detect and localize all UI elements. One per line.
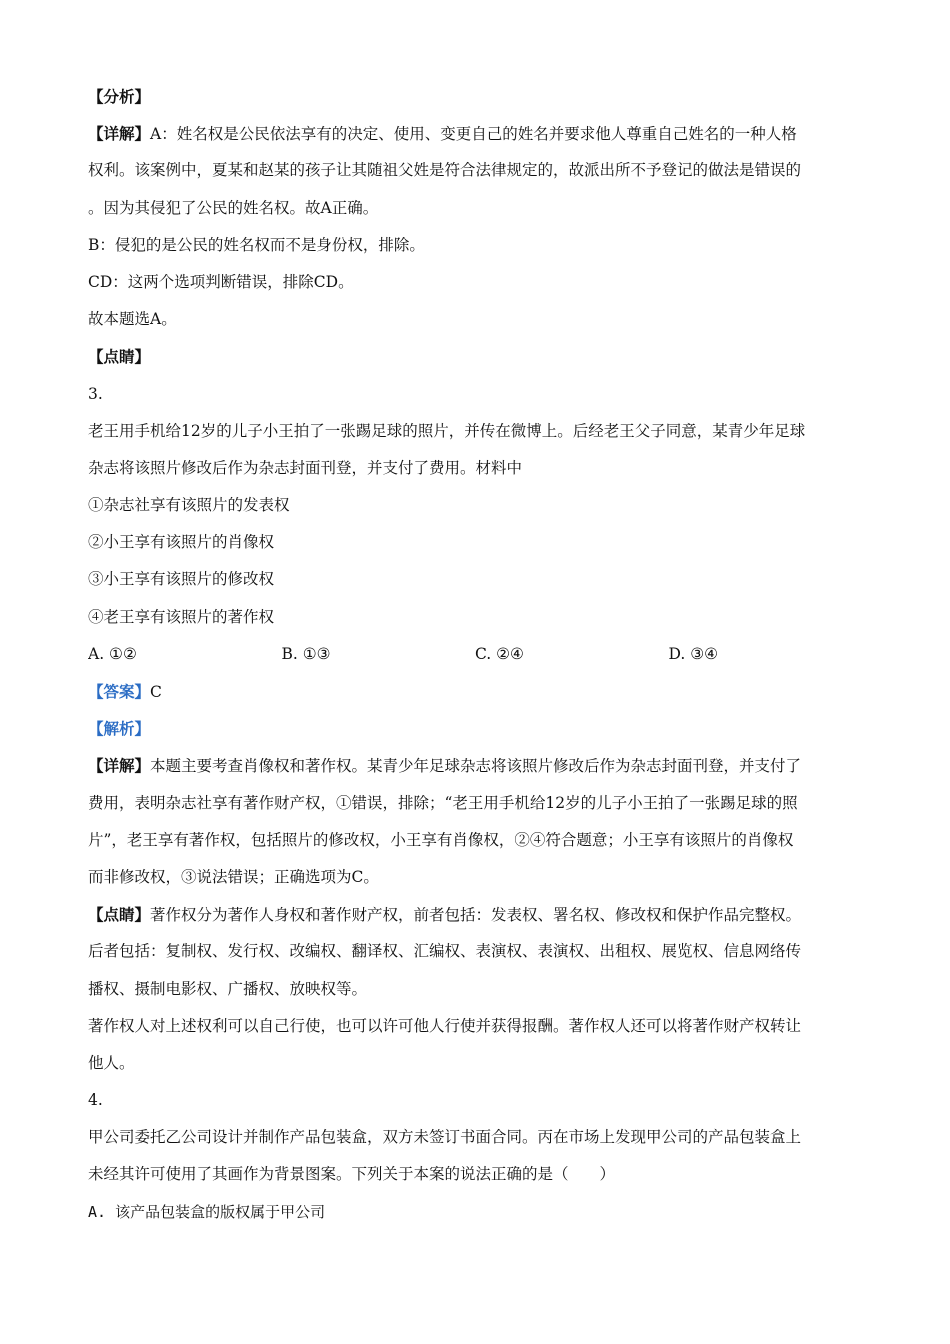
- detail-line: CD：这两个选项判断错误，排除CD。: [88, 272, 354, 291]
- comment-line: 【点睛】著作权分为著作人身权和著作财产权，前者包括：发表权、署名权、修改权和保护作品完整权。: [88, 905, 802, 925]
- comment-line: 后者包括：复制权、发行权、改编权、翻译权、汇编权、表演权、表演权、出租权、展览权、信息网络传: [88, 942, 802, 961]
- document-page: [88, 78, 862, 1231]
- explain-heading: 【解析】: [88, 719, 151, 739]
- statement-item: ①杂志社享有该照片的发表权: [88, 496, 290, 515]
- detail-line: 而非修改权，③说法错误；正确选项为C。: [88, 867, 379, 886]
- question-stem: 未经其许可使用了其画作为背景图案。下列关于本案的说法正确的是（ ）: [88, 1165, 616, 1184]
- answer-line: [88, 673, 862, 710]
- detail-line: 故本题选A。: [88, 310, 177, 329]
- detail-tag: 【详解】: [88, 756, 151, 776]
- statement-item: ④老王享有该照片的著作权: [88, 607, 275, 626]
- answer-value: C: [150, 683, 162, 701]
- detail-line: 费用，表明杂志社享有著作财产权，①错误，排除；“老王用手机给12岁的儿子小王拍了一张踢足球的照: [88, 793, 798, 812]
- answer-tag: 【答案】: [88, 682, 151, 701]
- option-b: B. ①③: [281, 644, 331, 663]
- option-a: A. 该产品包装盒的版权属于甲公司: [88, 1202, 326, 1221]
- option-a: A. ①②: [88, 644, 137, 663]
- detail-line: B：侵犯的是公民的姓名权而不是身份权，排除。: [88, 235, 425, 254]
- detail-tag: 【详解】: [88, 124, 151, 144]
- question-number: 4.: [88, 1091, 103, 1110]
- comment-line: 播权、摄制电影权、广播权、放映权等。: [88, 979, 368, 998]
- detail-line: 片”，老王享有著作权，包括照片的修改权，小王享有肖像权，②④符合题意；小王享有该照片的肖像权: [88, 830, 794, 849]
- detail-line: 。因为其侵犯了公民的姓名权。故A正确。: [88, 198, 379, 217]
- comment-tag: 【点睛】: [88, 905, 151, 925]
- options-row: [88, 636, 862, 673]
- option-d: D. ③④: [668, 644, 719, 663]
- question-stem: 老王用手机给12岁的儿子小王拍了一张踢足球的照片，并传在微博上。后经老王父子同意，某青少年足球: [88, 421, 806, 440]
- detail-line: 【详解】本题主要考查肖像权和著作权。某青少年足球杂志将该照片修改后作为杂志封面刊登，并支付了: [88, 756, 802, 776]
- comment-line: 著作权人对上述权利可以自己行使，也可以许可他人行使并获得报酬。著作权人还可以将著作财产权转让: [88, 1016, 802, 1035]
- question-stem: 杂志将该照片修改后作为杂志封面刊登，并支付了费用。材料中: [88, 458, 523, 477]
- statement-item: ②小王享有该照片的肖像权: [88, 533, 275, 552]
- option-c: C. ②④: [475, 644, 524, 663]
- statement-item: ③小王享有该照片的修改权: [88, 570, 275, 589]
- question-stem: 甲公司委托乙公司设计并制作产品包装盒，双方未签订书面合同。丙在市场上发现甲公司的产品包装盒上: [88, 1128, 802, 1147]
- comment-line: 他人。: [88, 1053, 135, 1072]
- detail-line: 权利。该案例中，夏某和赵某的孩子让其随祖父姓是符合法律规定的，故派出所不予登记的做法是错误的: [88, 161, 802, 180]
- analysis-heading: 【分析】: [88, 87, 151, 106]
- comment-heading: 【点睛】: [88, 347, 151, 367]
- detail-line: 【详解】A：姓名权是公民依法享有的决定、使用、变更自己的姓名并要求他人尊重自己姓名的一种人格: [88, 124, 797, 144]
- question-number: 3.: [88, 384, 103, 403]
